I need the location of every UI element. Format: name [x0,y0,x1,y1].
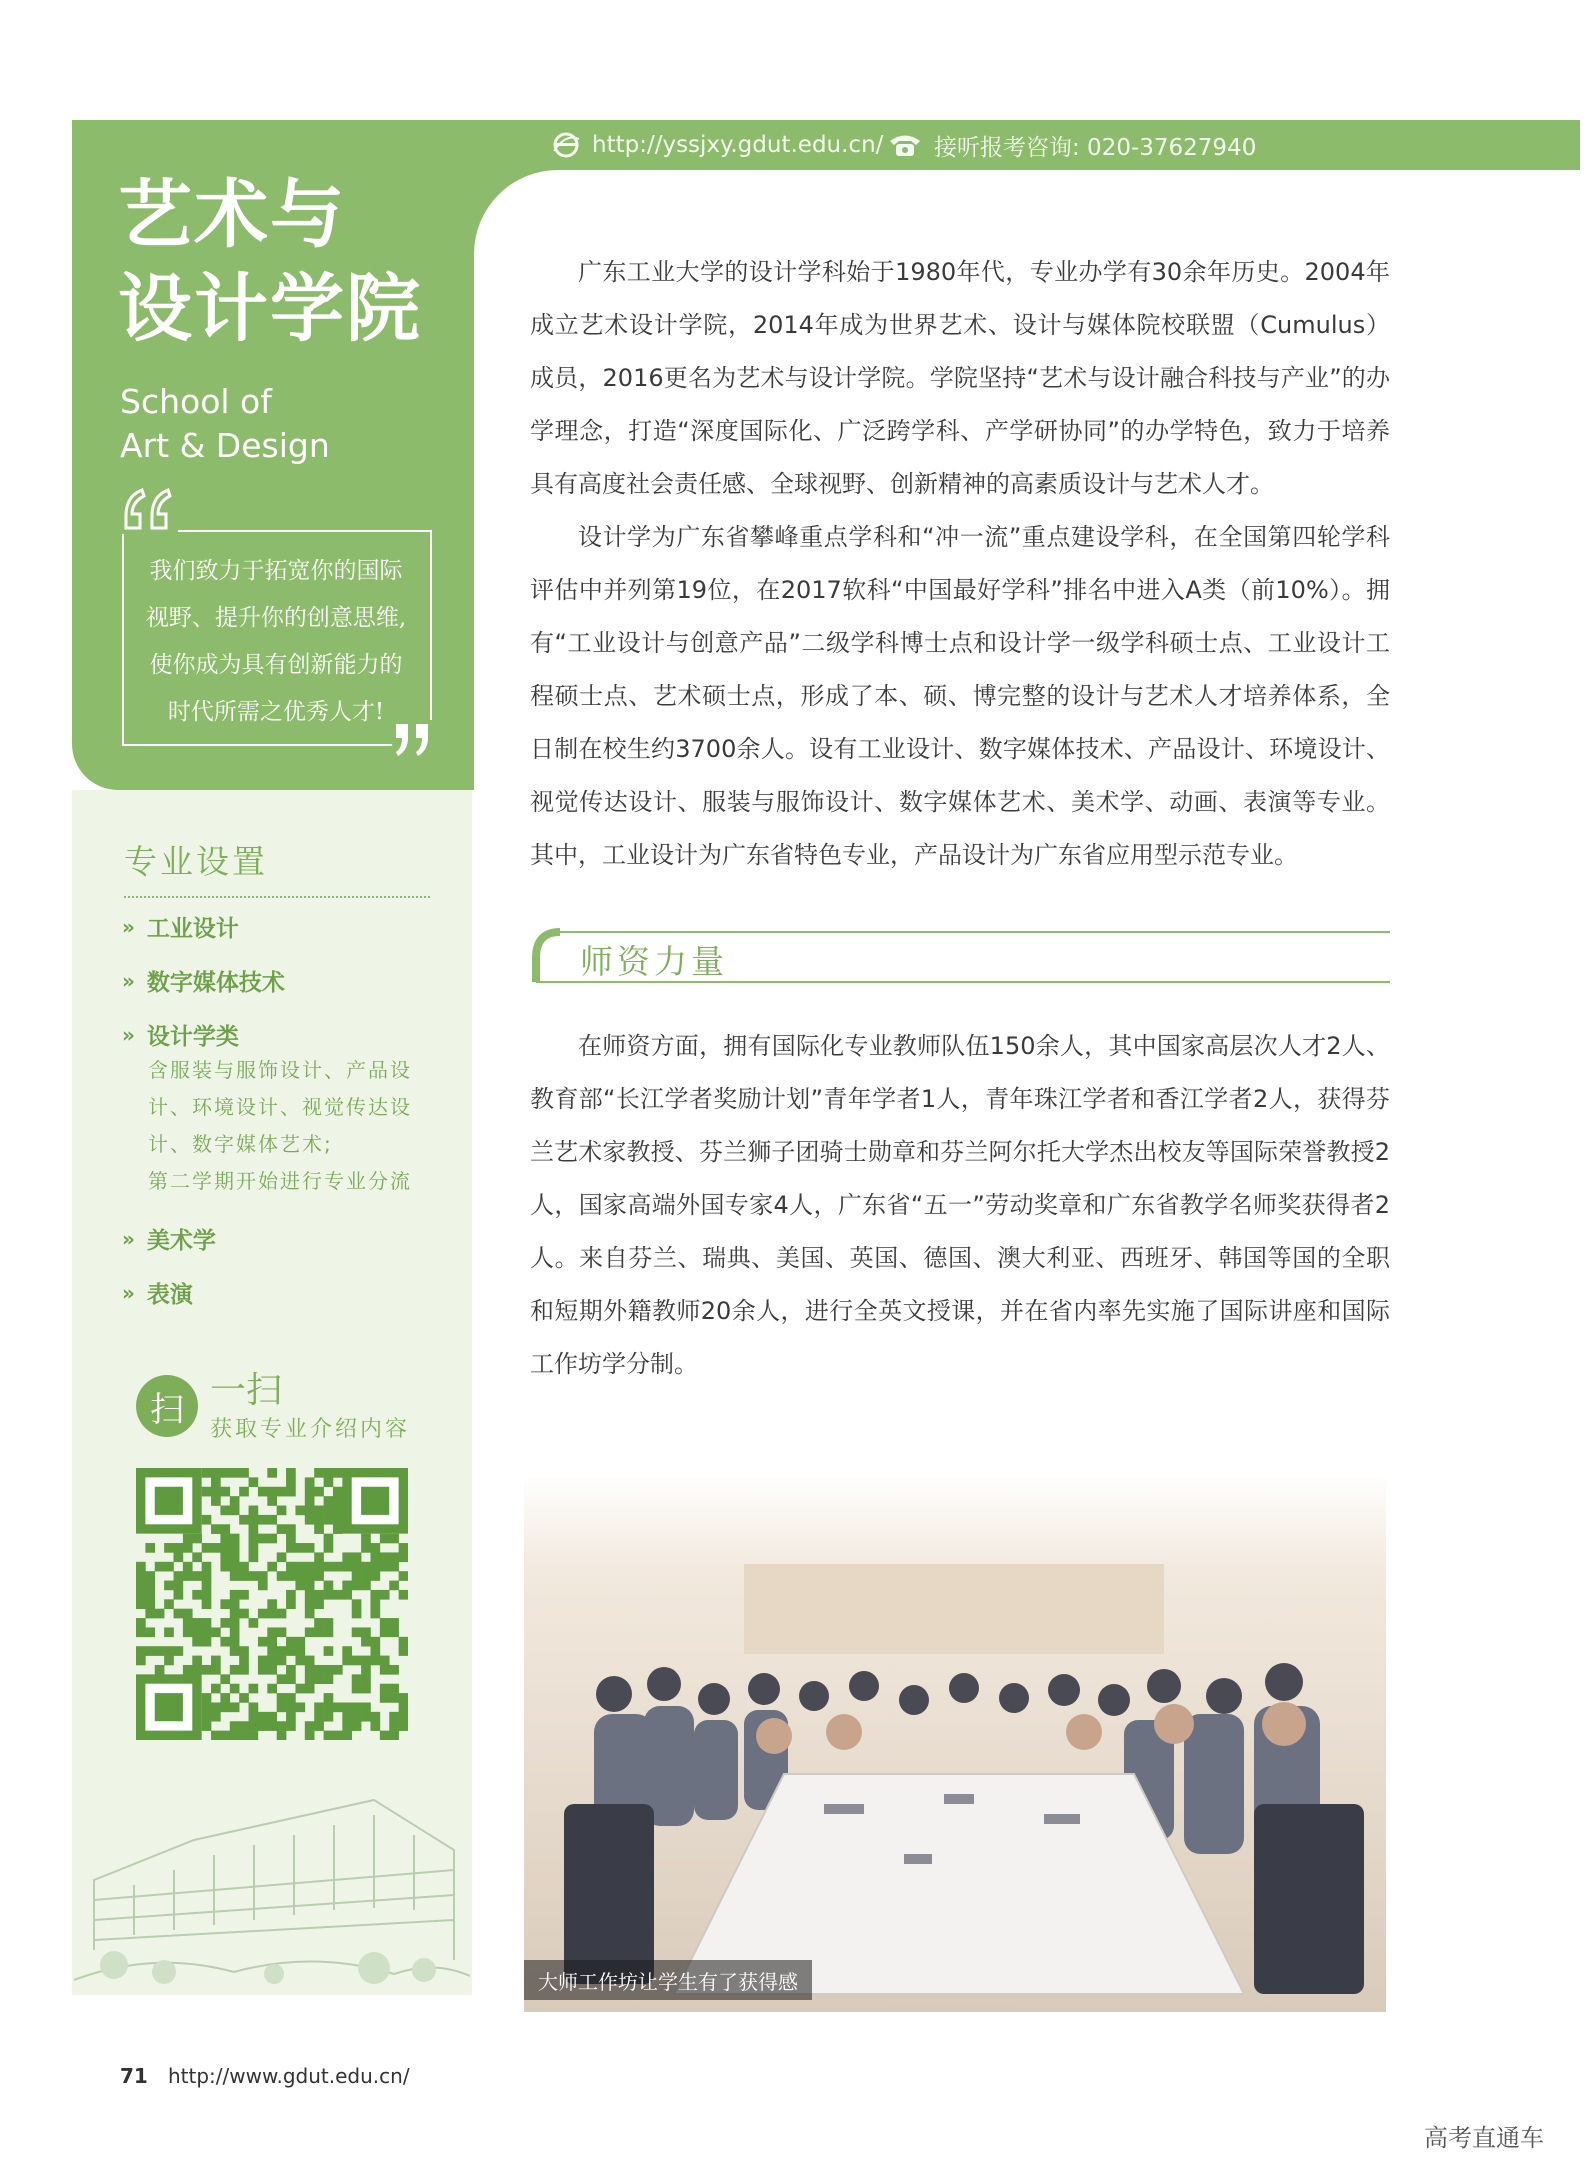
chevron-right-icon: » [122,914,135,939]
note-line: 计、环境设计、视觉传达设 [148,1095,412,1119]
phone-label: 接听报考咨询: 020-37627940 [934,134,1257,161]
quote-line: 视野、提升你的创意思维, [145,605,407,631]
majors-divider [124,896,430,898]
footer-url[interactable]: http://www.gdut.edu.cn/ [168,2064,410,2088]
ie-globe-icon [552,131,580,159]
chevron-right-icon: » [122,968,135,993]
chevron-right-icon: » [122,1226,135,1251]
watermark: 高考直通车 [1424,2124,1544,2152]
quote-line: 我们致力于拓宽你的国际 [149,558,403,584]
majors-heading: 专业设置 [124,842,268,881]
website-link[interactable] [552,128,883,162]
title-line-2: 设计学院 [118,266,422,352]
design-category-note [148,1052,438,1200]
note-line: 计、数字媒体艺术; [148,1132,333,1156]
website-url: http://yssjxy.gdut.edu.cn/ [592,132,884,158]
faculty-paragraph: 在师资方面，拥有国际化专业教师队伍150余人，其中国家高层次人才2人、教育部“长江学者奖励计划”青年学者1人，青年珠江学者和香江学者2人，获得芬兰艺术家教授、芬兰狮子团骑士勋章和芬兰阿尔托大学杰出校友等国际荣誉教授2人，国家高端外国专家4人，广东省“五一”劳动奖章和广东省教学名师奖获得者2人。来自芬兰、瑞典、美国、英国、德国、澳大利亚、西班牙、韩国等国的全职和短期外籍教师20余人，进行全英文授课，并在省内率先实施了国际讲座和国际工作坊学分制。 [530,1032,1390,1378]
major-item-design-category[interactable] [122,1018,239,1051]
intro-paragraph: 广东工业大学的设计学科始于1980年代，专业办学有30余年历史。2004年成立艺术设计学院，2014年成为世界艺术、设计与媒体院校联盟（Cumulus）成员，2016更名为艺术与设计学院。学院坚持“艺术与设计融合科技与产业”的办学理念，打造“深度国际化、广泛跨学科、产学研协同”的办学特色，致力于培养具有高度社会责任感、全球视野、创新精神的高素质设计与艺术人才。 [530,258,1390,498]
group-photo-illustration [524,1474,1386,2012]
page-number: 71 [120,2064,148,2088]
major-item-performance[interactable] [122,1276,193,1309]
major-item-fine-arts[interactable] [122,1222,216,1255]
subtitle-en-line-2: Art & Design [120,426,330,465]
scan-badge: 扫 [136,1375,198,1437]
note-line: 含服装与服饰设计、产品设 [148,1058,412,1082]
quote-line: 时代所需之优秀人才! [167,699,385,725]
major-label: 数字媒体技术 [146,970,285,996]
faculty-heading: 师资力量 [580,942,728,981]
scan-title: 一扫 [210,1370,283,1411]
major-label: 设计学类 [146,1024,239,1050]
quote-text [130,548,422,736]
page-title [118,168,458,356]
photo-caption: 大师工作坊让学生有了获得感 [524,1960,812,2000]
quote-open-icon [118,482,178,534]
major-item-industrial-design[interactable] [122,910,239,943]
scan-subtitle: 获取专业介绍内容 [210,1417,411,1442]
chevron-right-icon: » [122,1022,135,1047]
telephone-icon [888,132,922,158]
phone-info [888,128,1256,162]
quote-line: 使你成为具有创新能力的 [149,652,403,678]
chevron-right-icon: » [122,1280,135,1305]
note-line: 第二学期开始进行专业分流 [148,1169,412,1193]
subtitle-en-line-1: School of [120,382,272,421]
discipline-paragraph: 设计学为广东省攀峰重点学科和“冲一流”重点建设学科，在全国第四轮学科评估中并列第19位，在2017软科“中国最好学科”排名中进入A类（前10%）。拥有“工业设计与创意产品”二级学科博士点和设计学一级学科硕士点、工业设计工程硕士点、艺术硕士点，形成了本、硕、博完整的设计与艺术人才培养体系，全日制在校生约3700余人。设有工业设计、数字媒体技术、产品设计、环境设计、视觉传达设计、服装与服饰设计、数字媒体艺术、美术学、动画、表演等专业。其中，工业设计为广东省特色专业，产品设计为广东省应用型示范专业。 [530,523,1390,869]
page-subtitle-en [120,380,460,468]
qr-code-icon[interactable] [136,1468,408,1740]
title-line-1: 艺术与 [118,172,346,258]
major-label: 表演 [146,1282,193,1308]
major-label: 美术学 [146,1228,216,1254]
major-item-digital-media-tech[interactable] [122,964,285,997]
building-sketch-icon [74,1760,470,1988]
major-label: 工业设计 [146,916,239,942]
group-photo [524,1474,1386,2012]
